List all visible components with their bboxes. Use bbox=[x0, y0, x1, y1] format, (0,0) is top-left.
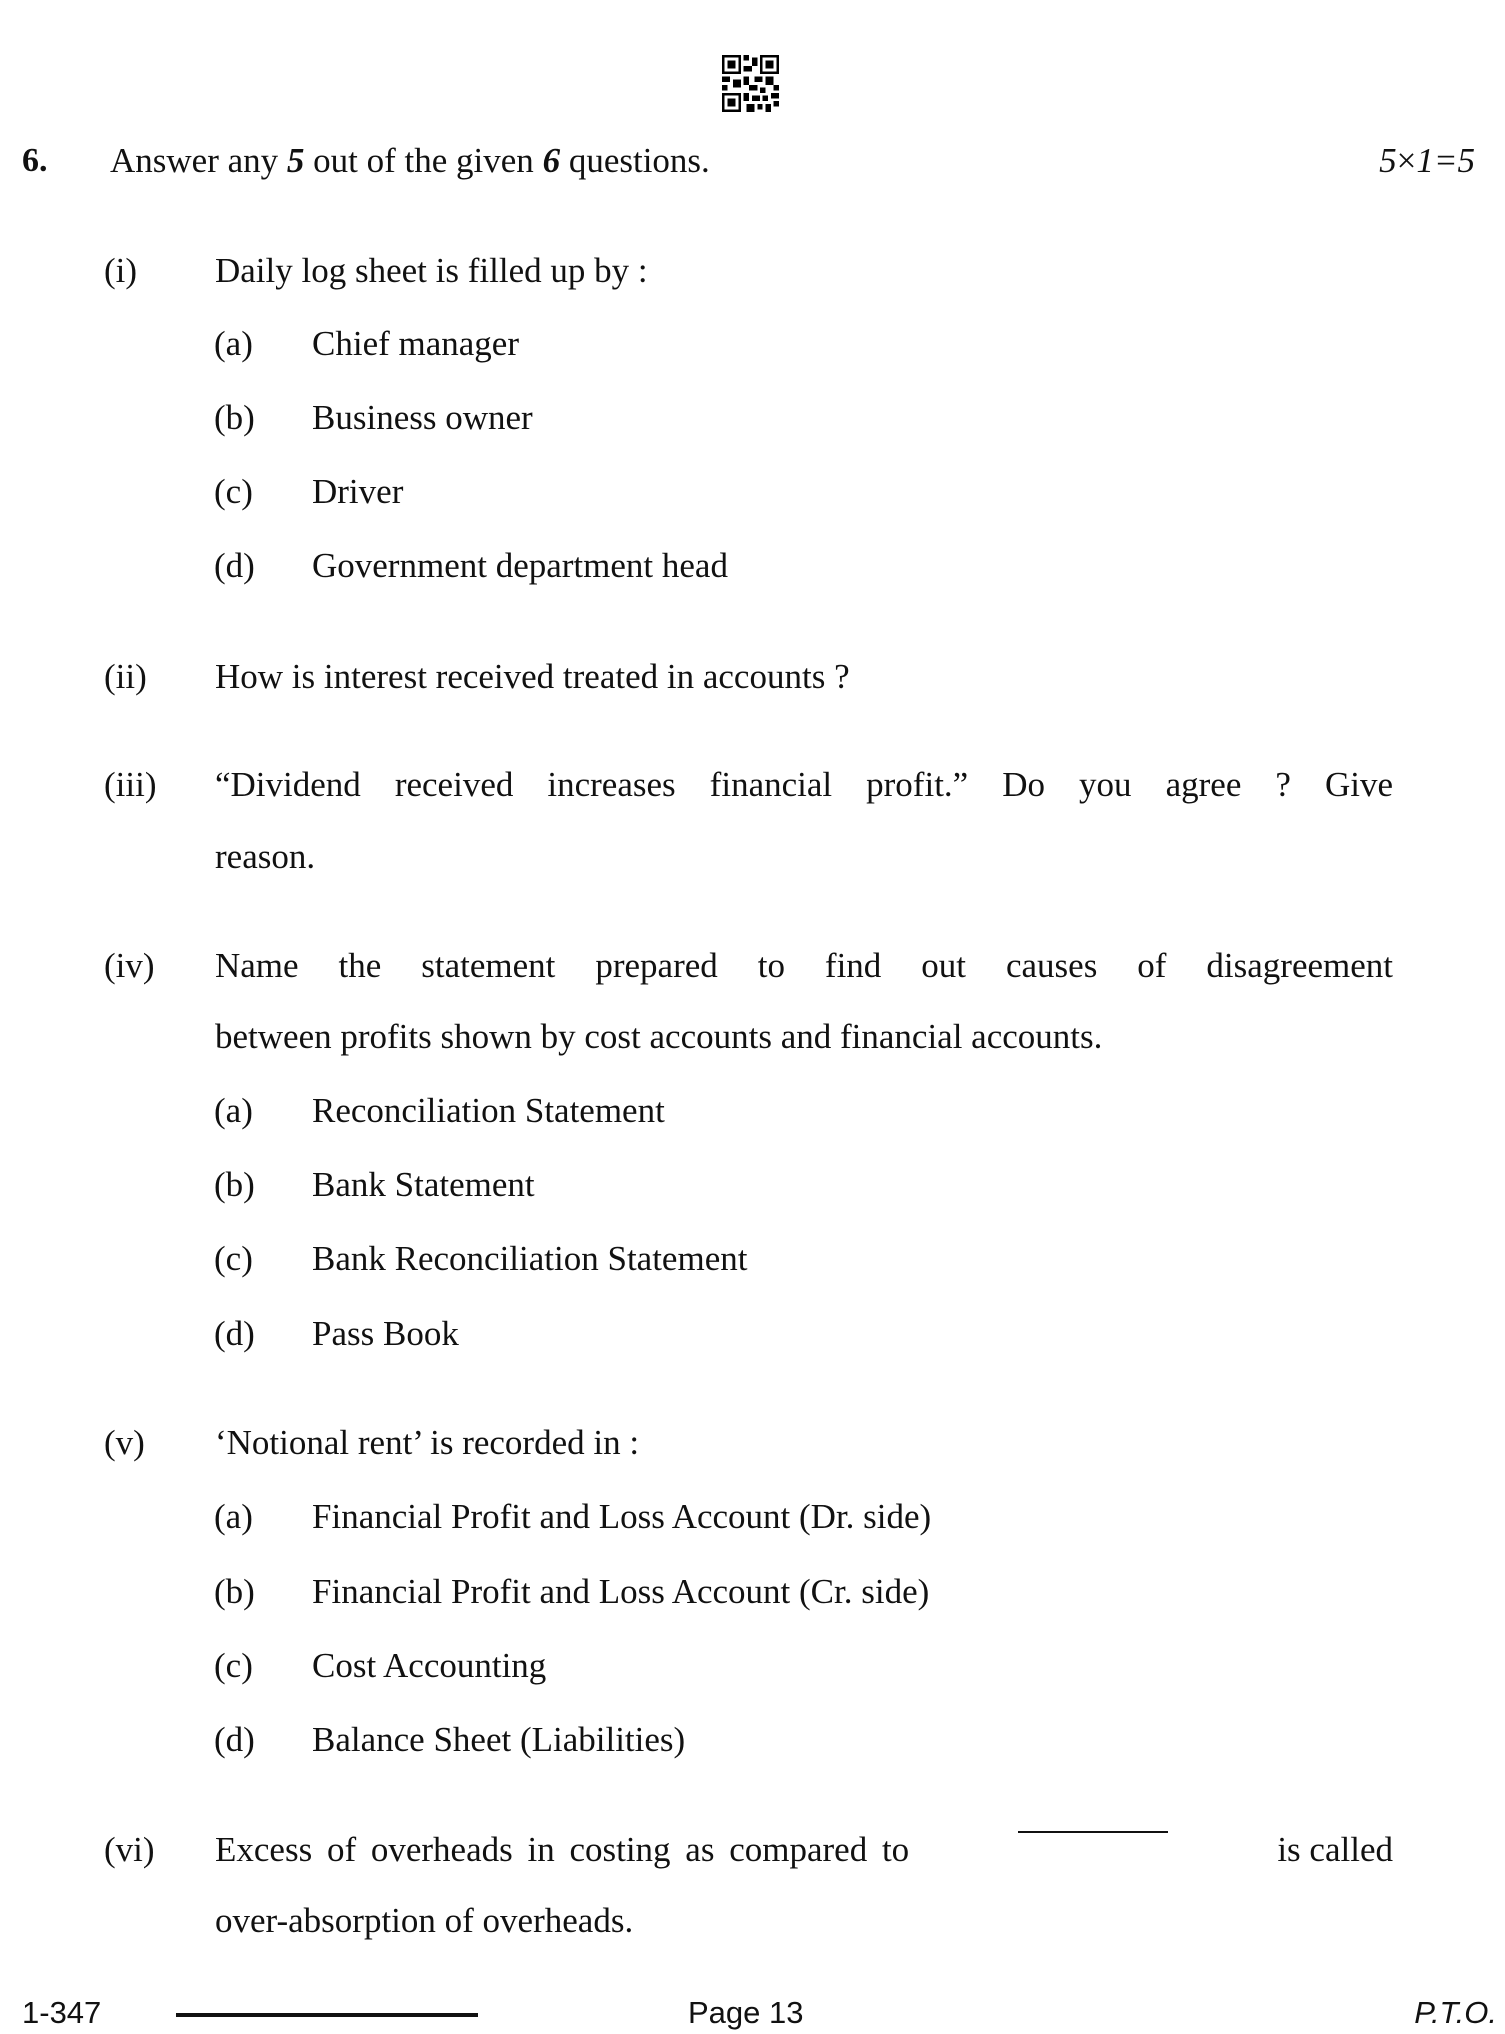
footer-divider bbox=[176, 2013, 478, 2017]
option-label: (b) bbox=[214, 398, 255, 437]
option-label: (d) bbox=[214, 546, 255, 585]
page-number: Page 13 bbox=[688, 1995, 804, 2030]
option-text: Business owner bbox=[312, 398, 533, 437]
option-text: Bank Reconciliation Statement bbox=[312, 1239, 748, 1278]
option-label: (b) bbox=[214, 1572, 255, 1611]
option-label: (b) bbox=[214, 1165, 255, 1204]
subquestion-label: (iii) bbox=[104, 765, 157, 804]
instruction-count-answer: 5 bbox=[286, 141, 305, 180]
marks-allocation bbox=[1379, 141, 1475, 181]
option-text: Pass Book bbox=[312, 1314, 459, 1353]
fill-blank-suffix: is called bbox=[1277, 1830, 1393, 1869]
paper-code: 1-347 bbox=[22, 1995, 102, 2030]
option-text: Chief manager bbox=[312, 324, 519, 363]
option-text: Financial Profit and Loss Account (Dr. side) bbox=[312, 1497, 932, 1536]
subquestion-text-line2: over-absorption of overheads. bbox=[215, 1901, 634, 1940]
instruction-count-total: 6 bbox=[542, 141, 561, 180]
subquestion-label: (vi) bbox=[104, 1830, 155, 1869]
subquestion-text-line1: Name the statement prepared to find out causes of disagreement bbox=[215, 946, 1393, 985]
fill-in-blank bbox=[1018, 1830, 1168, 1833]
marks-total: =5 bbox=[1433, 141, 1475, 180]
option-text: Bank Statement bbox=[312, 1165, 535, 1204]
subquestion-text: Daily log sheet is filled up by : bbox=[215, 251, 648, 290]
subquestion-text-line2: reason. bbox=[215, 837, 316, 876]
subquestion-label: (i) bbox=[104, 251, 138, 290]
option-label: (c) bbox=[214, 472, 253, 511]
option-text: Driver bbox=[312, 472, 404, 511]
subquestion-text-line2: between profits shown by cost accounts and financial accounts. bbox=[215, 1017, 1103, 1056]
marks-times: × bbox=[1396, 141, 1417, 180]
subquestion-label: (v) bbox=[104, 1423, 145, 1462]
subquestion-label: (iv) bbox=[104, 946, 155, 985]
subquestion-text-line1: “Dividend received increases financial profit.” Do you agree ? Give bbox=[215, 765, 1393, 804]
option-label: (d) bbox=[214, 1314, 255, 1353]
fill-blank-prefix: Excess of overheads in costing as compared to bbox=[215, 1830, 910, 1869]
option-text: Reconciliation Statement bbox=[312, 1091, 665, 1130]
qr-code-icon bbox=[722, 55, 779, 112]
instruction-pre: Answer any bbox=[110, 141, 287, 180]
option-label: (a) bbox=[214, 324, 253, 363]
option-label: (a) bbox=[214, 1497, 253, 1536]
subquestion-text: How is interest received treated in accounts ? bbox=[215, 657, 850, 696]
instruction-post: questions. bbox=[560, 141, 710, 180]
question-number: 6. bbox=[22, 142, 48, 179]
marks-count: 5 bbox=[1379, 141, 1397, 180]
subquestion-label: (ii) bbox=[104, 657, 147, 696]
option-text: Government department head bbox=[312, 546, 728, 585]
subquestion-text-line1 bbox=[215, 1830, 1393, 1870]
marks-each: 1 bbox=[1416, 141, 1434, 180]
please-turn-over: P.T.O. bbox=[1414, 1995, 1497, 2030]
question-instruction bbox=[110, 141, 710, 181]
option-label: (c) bbox=[214, 1239, 253, 1278]
option-label: (a) bbox=[214, 1091, 253, 1130]
option-text: Financial Profit and Loss Account (Cr. side) bbox=[312, 1572, 930, 1611]
option-label: (d) bbox=[214, 1720, 255, 1759]
subquestion-text: ‘Notional rent’ is recorded in : bbox=[215, 1423, 640, 1462]
option-text: Cost Accounting bbox=[312, 1646, 547, 1685]
option-text: Balance Sheet (Liabilities) bbox=[312, 1720, 686, 1759]
option-label: (c) bbox=[214, 1646, 253, 1685]
instruction-mid: out of the given bbox=[304, 141, 543, 180]
